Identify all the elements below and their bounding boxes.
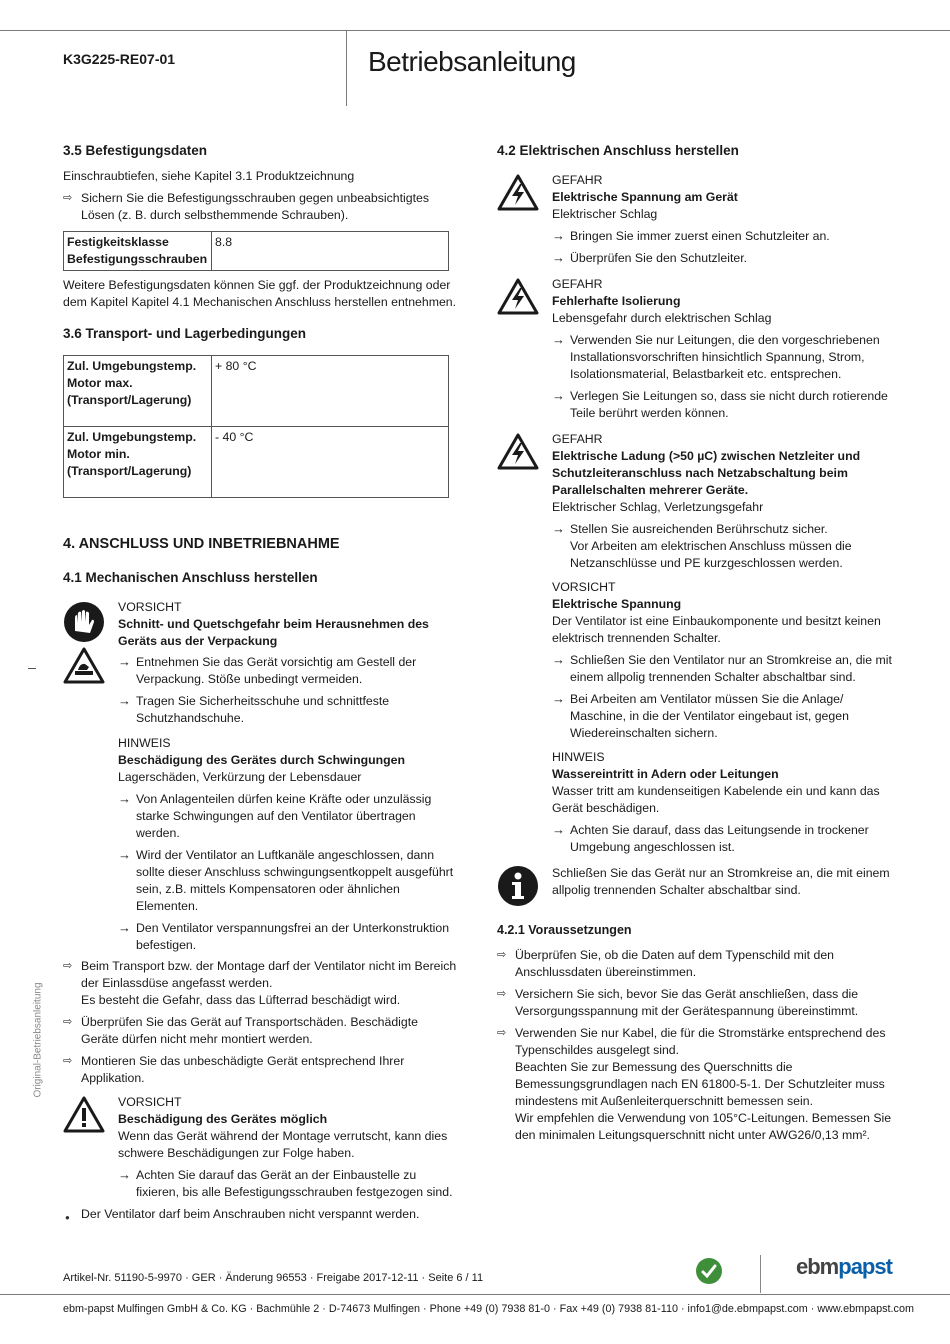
arrow-icon: → xyxy=(118,693,131,708)
danger-text: Elektrischer Schlag, Verletzungsgefahr xyxy=(552,500,764,514)
list-item-text: Wir empfehlen die Verwendung von 105°C-Leitungen. Bemessen Sie den minimalen Leitungsquerschnitt nicht unter AWG26/0,13 mm². xyxy=(515,1111,892,1142)
notice-text: Wasser tritt am kundenseitigen Kabelende ein und kann das Gerät beschädigen. xyxy=(552,784,880,815)
chapter-title-4: 4. ANSCHLUSS UND INBETRIEBNAHME xyxy=(63,536,340,552)
info-icon xyxy=(497,865,539,907)
table-key: Zul. Umgebungstemp. Motor min. (Transport/Lagerung) xyxy=(64,427,212,498)
table-value: - 40 °C xyxy=(212,427,449,498)
bullet-icon: ⇨ xyxy=(63,192,73,204)
list-item-text: Es besteht die Gefahr, dass das Lüfterrad beschädigt wird. xyxy=(81,993,401,1007)
danger-text: Elektrischer Schlag xyxy=(552,207,658,221)
margin-mark xyxy=(28,668,36,669)
arrow-icon: → xyxy=(552,691,565,706)
list-item-text: Überprüfen Sie, ob die Daten auf dem Typenschild mit den Anschlussdaten übereinstimmen. xyxy=(515,948,834,979)
danger-block xyxy=(497,172,892,267)
list-item-text: Überprüfen Sie das Gerät auf Transportschäden. Beschädigte Geräte dürfen nicht mehr montiert werden. xyxy=(81,1015,418,1046)
paragraph: Einschraubtiefen, siehe Kapitel 3.1 Produktzeichnung xyxy=(63,169,355,183)
arrow-icon: → xyxy=(552,388,565,403)
arrow-icon: → xyxy=(118,654,131,669)
bullet-icon: ⇨ xyxy=(497,949,507,961)
list-item-text: Schließen Sie den Ventilator nur an Stromkreise an, die mit einem allpolig trennenden Schalter abschaltbar sind. xyxy=(570,653,892,684)
warning-title: Schnitt- und Quetschgefahr beim Herausnehmen des Geräts aus der Verpackung xyxy=(118,617,429,648)
danger-label: GEFAHR xyxy=(552,173,603,187)
list-item xyxy=(552,388,892,422)
table-key: Festigkeitsklasse Befestigungsschrauben xyxy=(64,232,212,271)
bullet-icon: ⇨ xyxy=(63,960,73,972)
list-item-text: Sichern Sie die Befestigungsschrauben gegen unbeabsichtigtes Lösen (z. B. durch selbsthemmende Schrauben). xyxy=(81,191,429,222)
paragraph: Weitere Befestigungsdaten können Sie ggf. der Produktzeichnung oder dem Kapitel Kapitel 4.1 Mechanischen Anschluss herstellen entnehmen. xyxy=(63,278,457,309)
arrow-icon: → xyxy=(552,822,565,837)
bullet-icon: ⇨ xyxy=(63,1016,73,1028)
table-value: + 80 °C xyxy=(212,356,449,427)
article-info: Artikel-Nr. 51190-5-9970 · GER · Änderung 96553 · Freigabe 2017-12-11 · Seite 6 / 11 xyxy=(63,1272,484,1284)
greentech-badge-icon xyxy=(695,1257,723,1285)
caution-text: Der Ventilator ist eine Einbaukomponente und besitzt keinen elektrisch trennenden Schalter. xyxy=(552,614,881,645)
notice-title: Wassereintritt in Adern oder Leitungen xyxy=(552,767,779,781)
danger-block xyxy=(497,431,892,856)
section-title-3-5: 3.5 Befestigungsdaten xyxy=(63,143,208,158)
electric-hazard-icon xyxy=(497,174,539,212)
notice-title: Beschädigung des Gerätes durch Schwingungen xyxy=(118,753,405,767)
ebmpapst-logo xyxy=(796,1254,892,1280)
warning-block xyxy=(63,599,458,954)
info-text: Schließen Sie das Gerät nur an Stromkreise an, die mit einem allpolig trennenden Schalter abschaltbar sind. xyxy=(552,866,890,897)
list-item xyxy=(497,986,892,1020)
gloves-icon xyxy=(63,601,105,643)
side-note: Original-Betriebsanleitung xyxy=(32,982,44,1098)
list-item-text: Den Ventilator verspannungsfrei an der Unterkonstruktion befestigen. xyxy=(136,921,450,952)
bullet-icon: ⇨ xyxy=(497,1027,507,1039)
right-column xyxy=(497,140,892,1144)
document-id: K3G225-RE07-01 xyxy=(63,51,176,67)
danger-text: Lebensgefahr durch elektrischen Schlag xyxy=(552,311,772,325)
electric-hazard-icon xyxy=(497,433,539,471)
bullet-icon: ⇨ xyxy=(63,1055,73,1067)
list-item-text: Der Ventilator darf beim Anschrauben nicht verspannt werden. xyxy=(81,1207,420,1221)
transport-table xyxy=(63,355,449,498)
list-item-text: Verlegen Sie Leitungen so, dass sie nicht durch rotierende Teile berührt werden können. xyxy=(570,389,888,420)
table-key: Zul. Umgebungstemp. Motor max. (Transport/Lagerung) xyxy=(64,356,212,427)
list-item-text: Überprüfen Sie den Schutzleiter. xyxy=(570,251,748,265)
list-item xyxy=(118,791,458,842)
logo-divider xyxy=(760,1255,761,1293)
list-item xyxy=(118,654,458,688)
notice-text: Lagerschäden, Verkürzung der Lebensdauer xyxy=(118,770,362,784)
bullet-icon: ⇨ xyxy=(497,988,507,1000)
logo-part-papst: papst xyxy=(838,1254,892,1279)
warning-label: VORSICHT xyxy=(118,1095,182,1109)
notice-label: HINWEIS xyxy=(552,750,605,764)
fastening-table xyxy=(63,231,449,271)
arrow-icon: → xyxy=(118,847,131,862)
list-item xyxy=(63,190,458,224)
list-item xyxy=(63,1206,458,1223)
danger-block xyxy=(497,276,892,422)
danger-title: Elektrische Spannung am Gerät xyxy=(552,190,738,204)
arrow-icon: → xyxy=(552,521,565,536)
warning-text: Wenn das Gerät während der Montage verrutscht, kann dies schwere Beschädigungen zur Folge haben. xyxy=(118,1129,448,1160)
list-item xyxy=(552,521,892,572)
arrow-icon: → xyxy=(118,1167,131,1182)
list-item xyxy=(118,847,458,915)
list-item-text: Bringen Sie immer zuerst einen Schutzleiter an. xyxy=(570,229,830,243)
section-title-4-2-1: 4.2.1 Voraussetzungen xyxy=(497,923,632,937)
table-row xyxy=(64,427,449,498)
header-rule xyxy=(0,30,950,31)
company-info: ebm-papst Mulfingen GmbH & Co. KG · Bachmühle 2 · D-74673 Mulfingen · Phone +49 (0) 7938 81-0 · Fax +49 (0) 7938 81-110 · info1@de.ebmpapst.com · www.ebmpapst.com xyxy=(63,1303,914,1315)
header-divider xyxy=(346,30,347,106)
list-item xyxy=(552,691,892,742)
caution-title: Elektrische Spannung xyxy=(552,597,682,611)
list-item-text: Bei Arbeiten am Ventilator müssen Sie die Anlage/ Maschine, in die der Ventilator eingebaut ist, gegen Wiedereinschalten sichern. xyxy=(570,692,849,740)
list-item xyxy=(63,1014,458,1048)
table-value: 8.8 xyxy=(212,232,449,271)
left-column xyxy=(63,140,458,1223)
list-item-text: Vor Arbeiten am elektrischen Anschluss müssen die Netzanschlüsse und PE kurzgeschlossen werden. xyxy=(570,539,852,570)
info-block xyxy=(497,865,892,899)
list-item-text: Beachten Sie zur Bemessung des Querschnitts die Bemessungsgrundlagen nach EN 61800-5-1. Der Schutzleiter muss mindestens mit Außenleiterquerschnitt bemessen sein. xyxy=(515,1060,885,1108)
danger-label: GEFAHR xyxy=(552,432,603,446)
footer-rule xyxy=(0,1294,950,1295)
logo-part-ebm: ebm xyxy=(796,1254,839,1279)
notice-label: HINWEIS xyxy=(118,736,171,750)
list-item xyxy=(552,822,892,856)
section-title-4-1: 4.1 Mechanischen Anschluss herstellen xyxy=(63,570,318,585)
section-title-4-2: 4.2 Elektrischen Anschluss herstellen xyxy=(497,143,739,158)
arrow-icon: → xyxy=(118,791,131,806)
list-item-text: Verwenden Sie nur Kabel, die für die Stromstärke entsprechend des Typenschildes ausgelegt sind. xyxy=(515,1026,886,1057)
warning-block xyxy=(63,1094,458,1201)
list-item-text: Von Anlagenteilen dürfen keine Kräfte oder unzulässig starke Schwingungen auf den Ventilator übertragen werden. xyxy=(136,792,432,840)
list-item xyxy=(552,250,892,267)
table-row xyxy=(64,356,449,427)
list-item-text: Beim Transport bzw. der Montage darf der Ventilator nicht im Bereich der Einlassdüse angefasst werden. xyxy=(81,959,457,990)
list-item xyxy=(552,652,892,686)
warning-title: Beschädigung des Gerätes möglich xyxy=(118,1112,328,1126)
crush-hazard-icon xyxy=(63,647,105,685)
list-item xyxy=(63,958,458,1009)
list-item xyxy=(118,920,458,954)
list-item xyxy=(497,1025,892,1144)
table-row xyxy=(64,232,449,271)
list-item-text: Tragen Sie Sicherheitsschuhe und schnittfeste Schutzhandschuhe. xyxy=(136,694,390,725)
list-item-text: Entnehmen Sie das Gerät vorsichtig am Gestell der Verpackung. Stöße unbedingt vermeiden. xyxy=(136,655,417,686)
list-item-text: Montieren Sie das unbeschädigte Gerät entsprechend Ihrer Applikation. xyxy=(81,1054,405,1085)
arrow-icon: → xyxy=(552,652,565,667)
danger-title: Fehlerhafte Isolierung xyxy=(552,294,681,308)
list-item xyxy=(118,693,458,727)
list-item-text: Versichern Sie sich, bevor Sie das Gerät anschließen, dass die Versorgungsspannung mit der Gerätespannung übereinstimmt. xyxy=(515,987,859,1018)
list-item xyxy=(552,332,892,383)
list-item-text: Achten Sie darauf das Gerät an der Einbaustelle zu fixieren, bis alle Befestigungsschrauben festgezogen sind. xyxy=(136,1168,453,1199)
caution-label: VORSICHT xyxy=(552,580,616,594)
list-item-text: Stellen Sie ausreichenden Berührschutz sicher. xyxy=(570,522,828,536)
danger-title: Elektrische Ladung (>50 µC) zwischen Netzleiter und Schutzleiteranschluss nach Netzabschaltung beim Parallelschalten mehrerer Geräte. xyxy=(552,449,861,497)
arrow-icon: → xyxy=(552,250,565,265)
document-type: Betriebsanleitung xyxy=(368,46,576,77)
warning-triangle-icon xyxy=(63,1096,105,1134)
danger-label: GEFAHR xyxy=(552,277,603,291)
list-item xyxy=(118,1167,458,1201)
list-item-text: Achten Sie darauf, dass das Leitungsende in trockener Umgebung angeschlossen ist. xyxy=(570,823,869,854)
arrow-icon: → xyxy=(552,332,565,347)
list-item xyxy=(63,1053,458,1087)
electric-hazard-icon xyxy=(497,278,539,316)
arrow-icon: → xyxy=(552,228,565,243)
list-item-text: Wird der Ventilator an Luftkanäle angeschlossen, dann sollte dieser Anschluss schwingungsentkoppelt ausgeführt sein, z.B. mittels Kompensatoren oder ähnlichen Elementen. xyxy=(136,848,454,913)
dot-icon: ● xyxy=(65,1213,70,1222)
list-item xyxy=(552,228,892,245)
arrow-icon: → xyxy=(118,920,131,935)
warning-label: VORSICHT xyxy=(118,600,182,614)
section-title-3-6: 3.6 Transport- und Lagerbedingungen xyxy=(63,326,307,341)
list-item-text: Verwenden Sie nur Leitungen, die den vorgeschriebenen Installationsvorschriften hinsichtlich Spannung, Strom, Isolationsmaterial, Belastbarkeit etc. entsprechen. xyxy=(570,333,880,381)
list-item xyxy=(497,947,892,981)
